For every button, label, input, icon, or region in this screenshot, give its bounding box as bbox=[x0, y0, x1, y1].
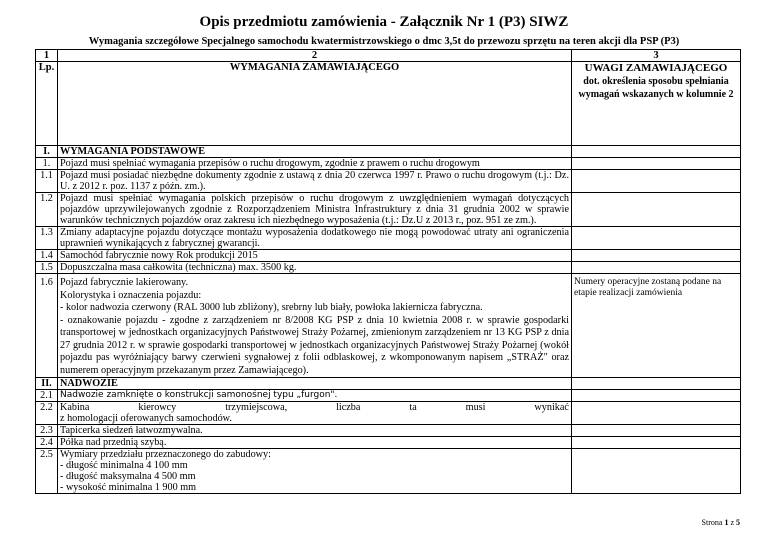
column-number-2: 2 bbox=[58, 50, 572, 62]
remarks-cell bbox=[572, 402, 741, 425]
table-row bbox=[36, 146, 741, 158]
section-heading: WYMAGANIA PODSTAWOWE bbox=[58, 146, 572, 158]
row-lp: I. bbox=[36, 146, 58, 158]
row-text: Dopuszczalna masa całkowita (techniczna) max. 3500 kg. bbox=[58, 262, 572, 274]
row-word: kierowcy bbox=[138, 402, 177, 413]
table-row bbox=[36, 402, 741, 425]
footer-prefix: Strona bbox=[701, 518, 725, 527]
table-row bbox=[36, 158, 741, 170]
table-row bbox=[36, 170, 741, 193]
requirements-table bbox=[35, 49, 741, 494]
row-lp: 1.5 bbox=[36, 262, 58, 274]
table-row bbox=[36, 262, 741, 274]
footer-middle: z bbox=[728, 518, 736, 527]
row-line: - wysokość minimalna 1 900 mm bbox=[60, 482, 197, 493]
row-line: - długość maksymalna 4 500 mm bbox=[60, 471, 196, 482]
row-lp: 1.3 bbox=[36, 227, 58, 250]
header-remarks bbox=[572, 62, 741, 146]
table-row bbox=[36, 437, 741, 449]
remarks-cell bbox=[572, 193, 741, 227]
row-lp: 2.4 bbox=[36, 437, 58, 449]
footer-page-number: 1 bbox=[724, 518, 729, 527]
row-text: Nadwozie zamknięte o konstrukcji samonośnej typu „furgon". bbox=[58, 390, 572, 402]
row-line: z homologacji oferowanych samochodów. bbox=[60, 413, 232, 424]
table-row bbox=[36, 390, 741, 402]
page-subtitle: Wymagania szczegółowe Specjalnego samochodu kwatermistrzowskiego o dmc 3,5t do przewozu sprzętu na teren akcji dla PSP (P3) bbox=[88, 36, 680, 47]
row-text: Pojazd musi posiadać niezbędne dokumenty zgodnie z ustawą z dnia 20 czerwca 1997 r. Prawo o ruchu drogowym (t.j.: Dz. U. z 2012 r. poz. 1137 z późn. zm.). bbox=[58, 170, 572, 193]
row-text: Samochód fabrycznie nowy Rok produkcji 2015 bbox=[58, 250, 572, 262]
table-row bbox=[36, 449, 741, 494]
row-text: Pojazd musi spełniać wymagania przepisów o ruchu drogowym, zgodnie z prawem o ruchu drogowym bbox=[58, 158, 572, 170]
row-text bbox=[58, 402, 572, 425]
row-word: Kabina bbox=[60, 402, 90, 413]
table-row bbox=[36, 425, 741, 437]
remarks-cell bbox=[572, 262, 741, 274]
row-lp: 2.3 bbox=[36, 425, 58, 437]
row-lp: 1.2 bbox=[36, 193, 58, 227]
header-remarks-subtitle: dot. określenia sposobu spełniania wymagań wskazanych w kolumnie 2 bbox=[578, 76, 734, 100]
header-remarks-title: UWAGI ZAMAWIAJĄCEGO bbox=[584, 62, 728, 74]
row-text: Pojazd musi spełniać wymagania polskich przepisów o ruchu drogowym z uwzględnieniem wymagań dotyczących pojazdów uprzywilejowanych zgodnie z Rozporządzeniem Ministra Infrastruktury z dnia 31 grudnia 2002 w sprawie warunków technicznych pojazdów oraz zakresu ich niezbędnego wyposażenia (t.j.: Dz.U z 2013 r., poz. 951 ze zm.). bbox=[58, 193, 572, 227]
row-lp: 2.2 bbox=[36, 402, 58, 425]
row-paragraph: Pojazd fabrycznie lakierowany. bbox=[60, 277, 189, 288]
header-row bbox=[36, 62, 741, 146]
remarks-cell bbox=[572, 449, 741, 494]
row-text: Tapicerka siedzeń łatwozmywalna. bbox=[58, 425, 572, 437]
page-title: Opis przedmiotu zamówienia - Załącznik Nr 1 (P3) SIWZ bbox=[199, 14, 569, 30]
row-text bbox=[58, 449, 572, 494]
footer-page-total: 5 bbox=[736, 518, 740, 527]
remarks-cell bbox=[572, 158, 741, 170]
row-word: ta bbox=[409, 402, 417, 413]
row-lp: 2.1 bbox=[36, 390, 58, 402]
row-word: liczba bbox=[336, 402, 361, 413]
row-lp: 1.6 bbox=[36, 274, 58, 378]
row-text bbox=[58, 274, 572, 378]
table-row bbox=[36, 193, 741, 227]
remarks-note: Numery operacyjne zostaną podane na etapie realizacji zamówienia bbox=[572, 274, 741, 378]
row-word: musi bbox=[465, 402, 486, 413]
table-row bbox=[36, 250, 741, 262]
remarks-cell bbox=[572, 146, 741, 158]
row-lp: 1. bbox=[36, 158, 58, 170]
remarks-cell bbox=[572, 227, 741, 250]
remarks-cell bbox=[572, 170, 741, 193]
row-text: Zmiany adaptacyjne pojazdu dotyczące montażu wyposażenia dodatkowego nie mogą powodować utraty ani ograniczenia uprawnień wynikających z fabrycznej gwarancji. bbox=[58, 227, 572, 250]
row-paragraph: - oznakowanie pojazdu - zgodne z zarządzeniem nr 8/2008 KG PSP z dnia 10 kwietnia 2008 r. w sprawie gospodarki transportowej w jednostkach organizacyjnych Państwowej Straży Pożarnej, zmienionym zarządzeniem nr 13 KG PSP z dnia 27 grudnia 2012 r. w sprawie gospodarki transportowej w jednostkach organizacyjnych Państwowej Straży Pożarnej (wokół pojazdu pas wyróżniający barwy czerwieni sygnałowej z folii odblaskowej, z wkomponowanym napisem „STRAŻ" oraz numerem operacyjnym przekazanym przez Zamawiającego). bbox=[60, 314, 569, 376]
row-paragraph: - kolor nadwozia czerwony (RAL 3000 lub zbliżony), srebrny lub biały, powłoka lakiernicza fabryczna. bbox=[60, 302, 483, 313]
table-row bbox=[36, 378, 741, 390]
remarks-cell bbox=[572, 437, 741, 449]
row-lp: 1.1 bbox=[36, 170, 58, 193]
header-lp: Lp. bbox=[36, 62, 58, 146]
row-word: wynikać bbox=[534, 402, 569, 413]
column-number-1: 1 bbox=[36, 50, 58, 62]
row-line: - długość minimalna 4 100 mm bbox=[60, 460, 188, 471]
row-paragraph: Kolorystyka i oznaczenia pojazdu: bbox=[60, 289, 202, 301]
row-lp: 2.5 bbox=[36, 449, 58, 494]
section-heading: NADWOZIE bbox=[58, 378, 572, 390]
header-requirements: WYMAGANIA ZAMAWIAJĄCEGO bbox=[58, 62, 572, 146]
row-text: Półka nad przednią szybą. bbox=[58, 437, 572, 449]
table-row bbox=[36, 274, 741, 378]
table-row bbox=[36, 227, 741, 250]
row-lp: II. bbox=[36, 378, 58, 390]
row-lp: 1.4 bbox=[36, 250, 58, 262]
column-number-row bbox=[36, 50, 741, 62]
column-number-3: 3 bbox=[572, 50, 741, 62]
remarks-cell bbox=[572, 250, 741, 262]
remarks-cell bbox=[572, 425, 741, 437]
remarks-cell bbox=[572, 378, 741, 390]
row-line: Wymiary przedziału przeznaczonego do zabudowy: bbox=[60, 449, 271, 460]
page-footer bbox=[702, 518, 740, 527]
row-justified-line bbox=[60, 402, 569, 413]
remarks-cell bbox=[572, 390, 741, 402]
row-word: trzymiejscowa, bbox=[225, 402, 288, 413]
